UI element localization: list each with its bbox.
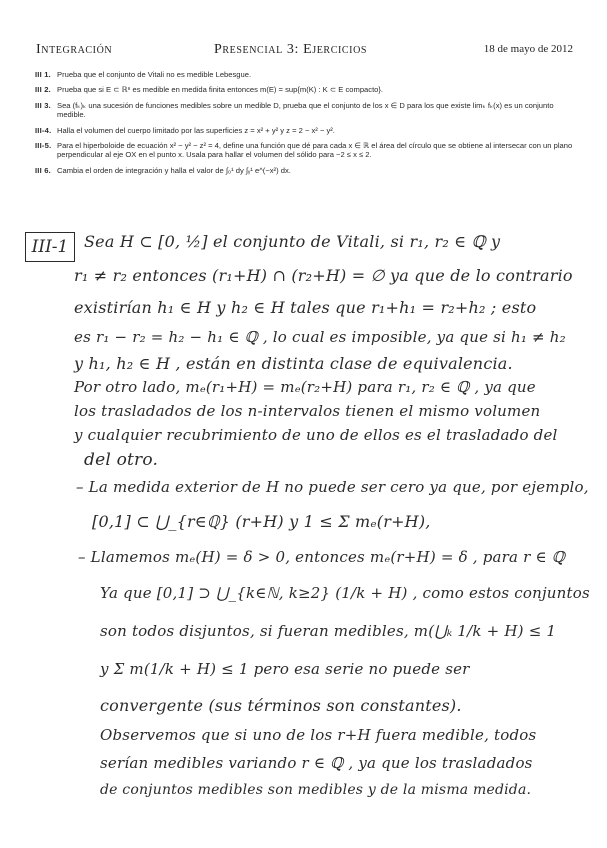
handwritten-line: – Llamemos mₑ(H) = δ > 0, entonces mₑ(r+H) = δ , para r ∈ ℚ	[78, 548, 566, 566]
handwritten-line: Sea H ⊂ [0, ½] el conjunto de Vitali, si r₁, r₂ ∈ ℚ y	[84, 232, 501, 251]
exercise-text: Halla el volumen del cuerpo limitado por las superficies z = x² + y² y z = 2 − x² − y².	[57, 125, 335, 135]
handwritten-line: de conjuntos medibles son medibles y de la misma medida.	[100, 782, 532, 798]
handwritten-line: serían medibles variando r ∈ ℚ , ya que los trasladados	[100, 754, 533, 772]
exercise-number: III-5.	[35, 141, 52, 151]
course-title: Integración	[36, 42, 113, 57]
exercise-number: III-4.	[35, 125, 52, 135]
exercise-number: III 1.	[35, 70, 51, 79]
exercise-text: Prueba que si E ⊂ ℝⁿ es medible en medida finita entonces m(E) = sup{m(K) : K ⊂ E compacto}.	[57, 85, 384, 95]
sheet-title: Presencial 3: Ejercicios	[214, 42, 368, 57]
exercise-text: Sea (fₖ)ₖ una sucesión de funciones medibles sobre un medible D, prueba que el conjunto de los x ∈ D para los que existe limₖ fₖ(x) es un conjunto medible.	[57, 100, 554, 120]
handwritten-line: son todos disjuntos, si fueran medibles, m(⋃ₖ 1/k + H) ≤ 1	[100, 622, 557, 640]
exercise-number: III 3.	[35, 100, 51, 110]
handwritten-line: y Σ m(1/k + H) ≤ 1 pero esa serie no puede ser	[100, 660, 470, 678]
exercise-text: Para el hiperboloide de ecuación x² − y² − z² = 4, define una función que dé para cada x ∈ ℝ el área del círculo que se obtiene al intersecar con un plano perpendicular al eje OX en el punto x. Usala para hallar el volumen del sólido para −2 ≤ x ≤ 2.	[57, 141, 573, 160]
handwritten-line: convergente (sus términos son constantes).	[100, 696, 462, 715]
handwritten-line: es r₁ − r₂ = h₂ − h₁ ∈ ℚ , lo cual es imposible, ya que si h₁ ≠ h₂	[74, 328, 566, 346]
handwritten-line: del otro.	[84, 450, 159, 470]
solution-label: III-1	[25, 232, 75, 262]
exercise-text: Prueba que el conjunto de Vitali no es medible Lebesgue.	[57, 70, 252, 79]
exercise-number: III 2.	[35, 85, 51, 95]
exercise-text: Cambia el orden de integración y halla el valor de ∫₀¹ dy ∫ᵧ¹ e^(−x²) dx.	[57, 165, 291, 175]
handwritten-line: [0,1] ⊂ ⋃_{r∈ℚ} (r+H) y 1 ≤ Σ mₑ(r+H),	[92, 512, 431, 531]
handwritten-line: Observemos que si uno de los r+H fuera medible, todos	[100, 726, 537, 744]
handwritten-line: los trasladados de los n-intervalos tienen el mismo volumen	[74, 402, 541, 420]
handwritten-line: Ya que [0,1] ⊃ ⋃_{k∈ℕ, k≥2} (1/k + H) , como estos conjuntos	[100, 584, 590, 602]
exercise-number: III 6.	[35, 165, 51, 175]
handwritten-line: – La medida exterior de H no puede ser cero ya que, por ejemplo,	[76, 478, 589, 496]
handwritten-line: y h₁, h₂ ∈ H , están en distinta clase de equivalencia.	[74, 354, 513, 373]
handwritten-line: Por otro lado, mₑ(r₁+H) = mₑ(r₂+H) para r₁, r₂ ∈ ℚ , ya que	[74, 378, 536, 396]
handwritten-line: r₁ ≠ r₂ entonces (r₁+H) ∩ (r₂+H) = ∅ ya que de lo contrario	[74, 266, 573, 285]
date: 18 de mayo de 2012	[483, 43, 573, 55]
handwritten-line: existirían h₁ ∈ H y h₂ ∈ H tales que r₁+h₁ = r₂+h₂ ; esto	[74, 298, 537, 317]
handwritten-line: y cualquier recubrimiento de uno de ellos es el trasladado del	[74, 426, 558, 444]
